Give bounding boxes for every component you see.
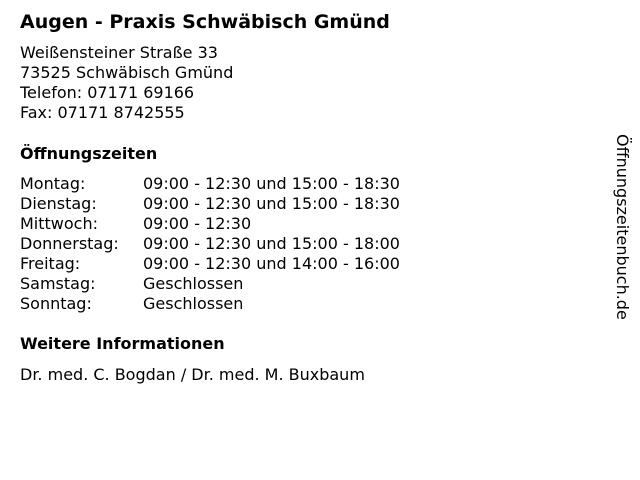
time-value: 09:00 - 12:30 xyxy=(143,214,252,233)
day-label: Dienstag: xyxy=(20,194,97,213)
hours-row-sunday xyxy=(20,294,400,314)
practice-name: Augen - Praxis Schwäbisch Gmünd xyxy=(20,11,390,33)
city-address: 73525 Schwäbisch Gmünd xyxy=(20,63,234,82)
hours-row-friday xyxy=(20,254,400,274)
hours-row-monday xyxy=(20,174,400,194)
hours-row-wednesday xyxy=(20,214,400,234)
opening-hours-heading: Öffnungszeiten xyxy=(20,144,158,163)
fax-number: Fax: 07171 8742555 xyxy=(20,103,185,122)
day-label: Freitag: xyxy=(20,254,81,273)
doctors-names: Dr. med. C. Bogdan / Dr. med. M. Buxbaum xyxy=(20,365,365,384)
hours-row-saturday xyxy=(20,274,400,294)
time-value: Geschlossen xyxy=(143,274,244,293)
time-value: 09:00 - 12:30 und 15:00 - 18:00 xyxy=(143,234,400,253)
further-info-heading: Weitere Informationen xyxy=(20,334,225,353)
day-label: Mittwoch: xyxy=(20,214,98,233)
day-label: Samstag: xyxy=(20,274,96,293)
day-label: Sonntag: xyxy=(20,294,92,313)
day-label: Donnerstag: xyxy=(20,234,119,253)
day-label: Montag: xyxy=(20,174,86,193)
hours-row-tuesday xyxy=(20,194,400,214)
street-address: Weißensteiner Straße 33 xyxy=(20,43,218,62)
time-value: 09:00 - 12:30 und 15:00 - 18:30 xyxy=(143,194,400,213)
hours-row-thursday xyxy=(20,234,400,254)
time-value: 09:00 - 12:30 und 15:00 - 18:30 xyxy=(143,174,400,193)
address-block xyxy=(20,43,233,123)
phone-number: Telefon: 07171 69166 xyxy=(20,83,195,102)
site-watermark: Öffnungszeitenbuch.de xyxy=(613,134,632,320)
opening-hours-table xyxy=(20,174,400,314)
time-value: 09:00 - 12:30 und 14:00 - 16:00 xyxy=(143,254,400,273)
time-value: Geschlossen xyxy=(143,294,244,313)
